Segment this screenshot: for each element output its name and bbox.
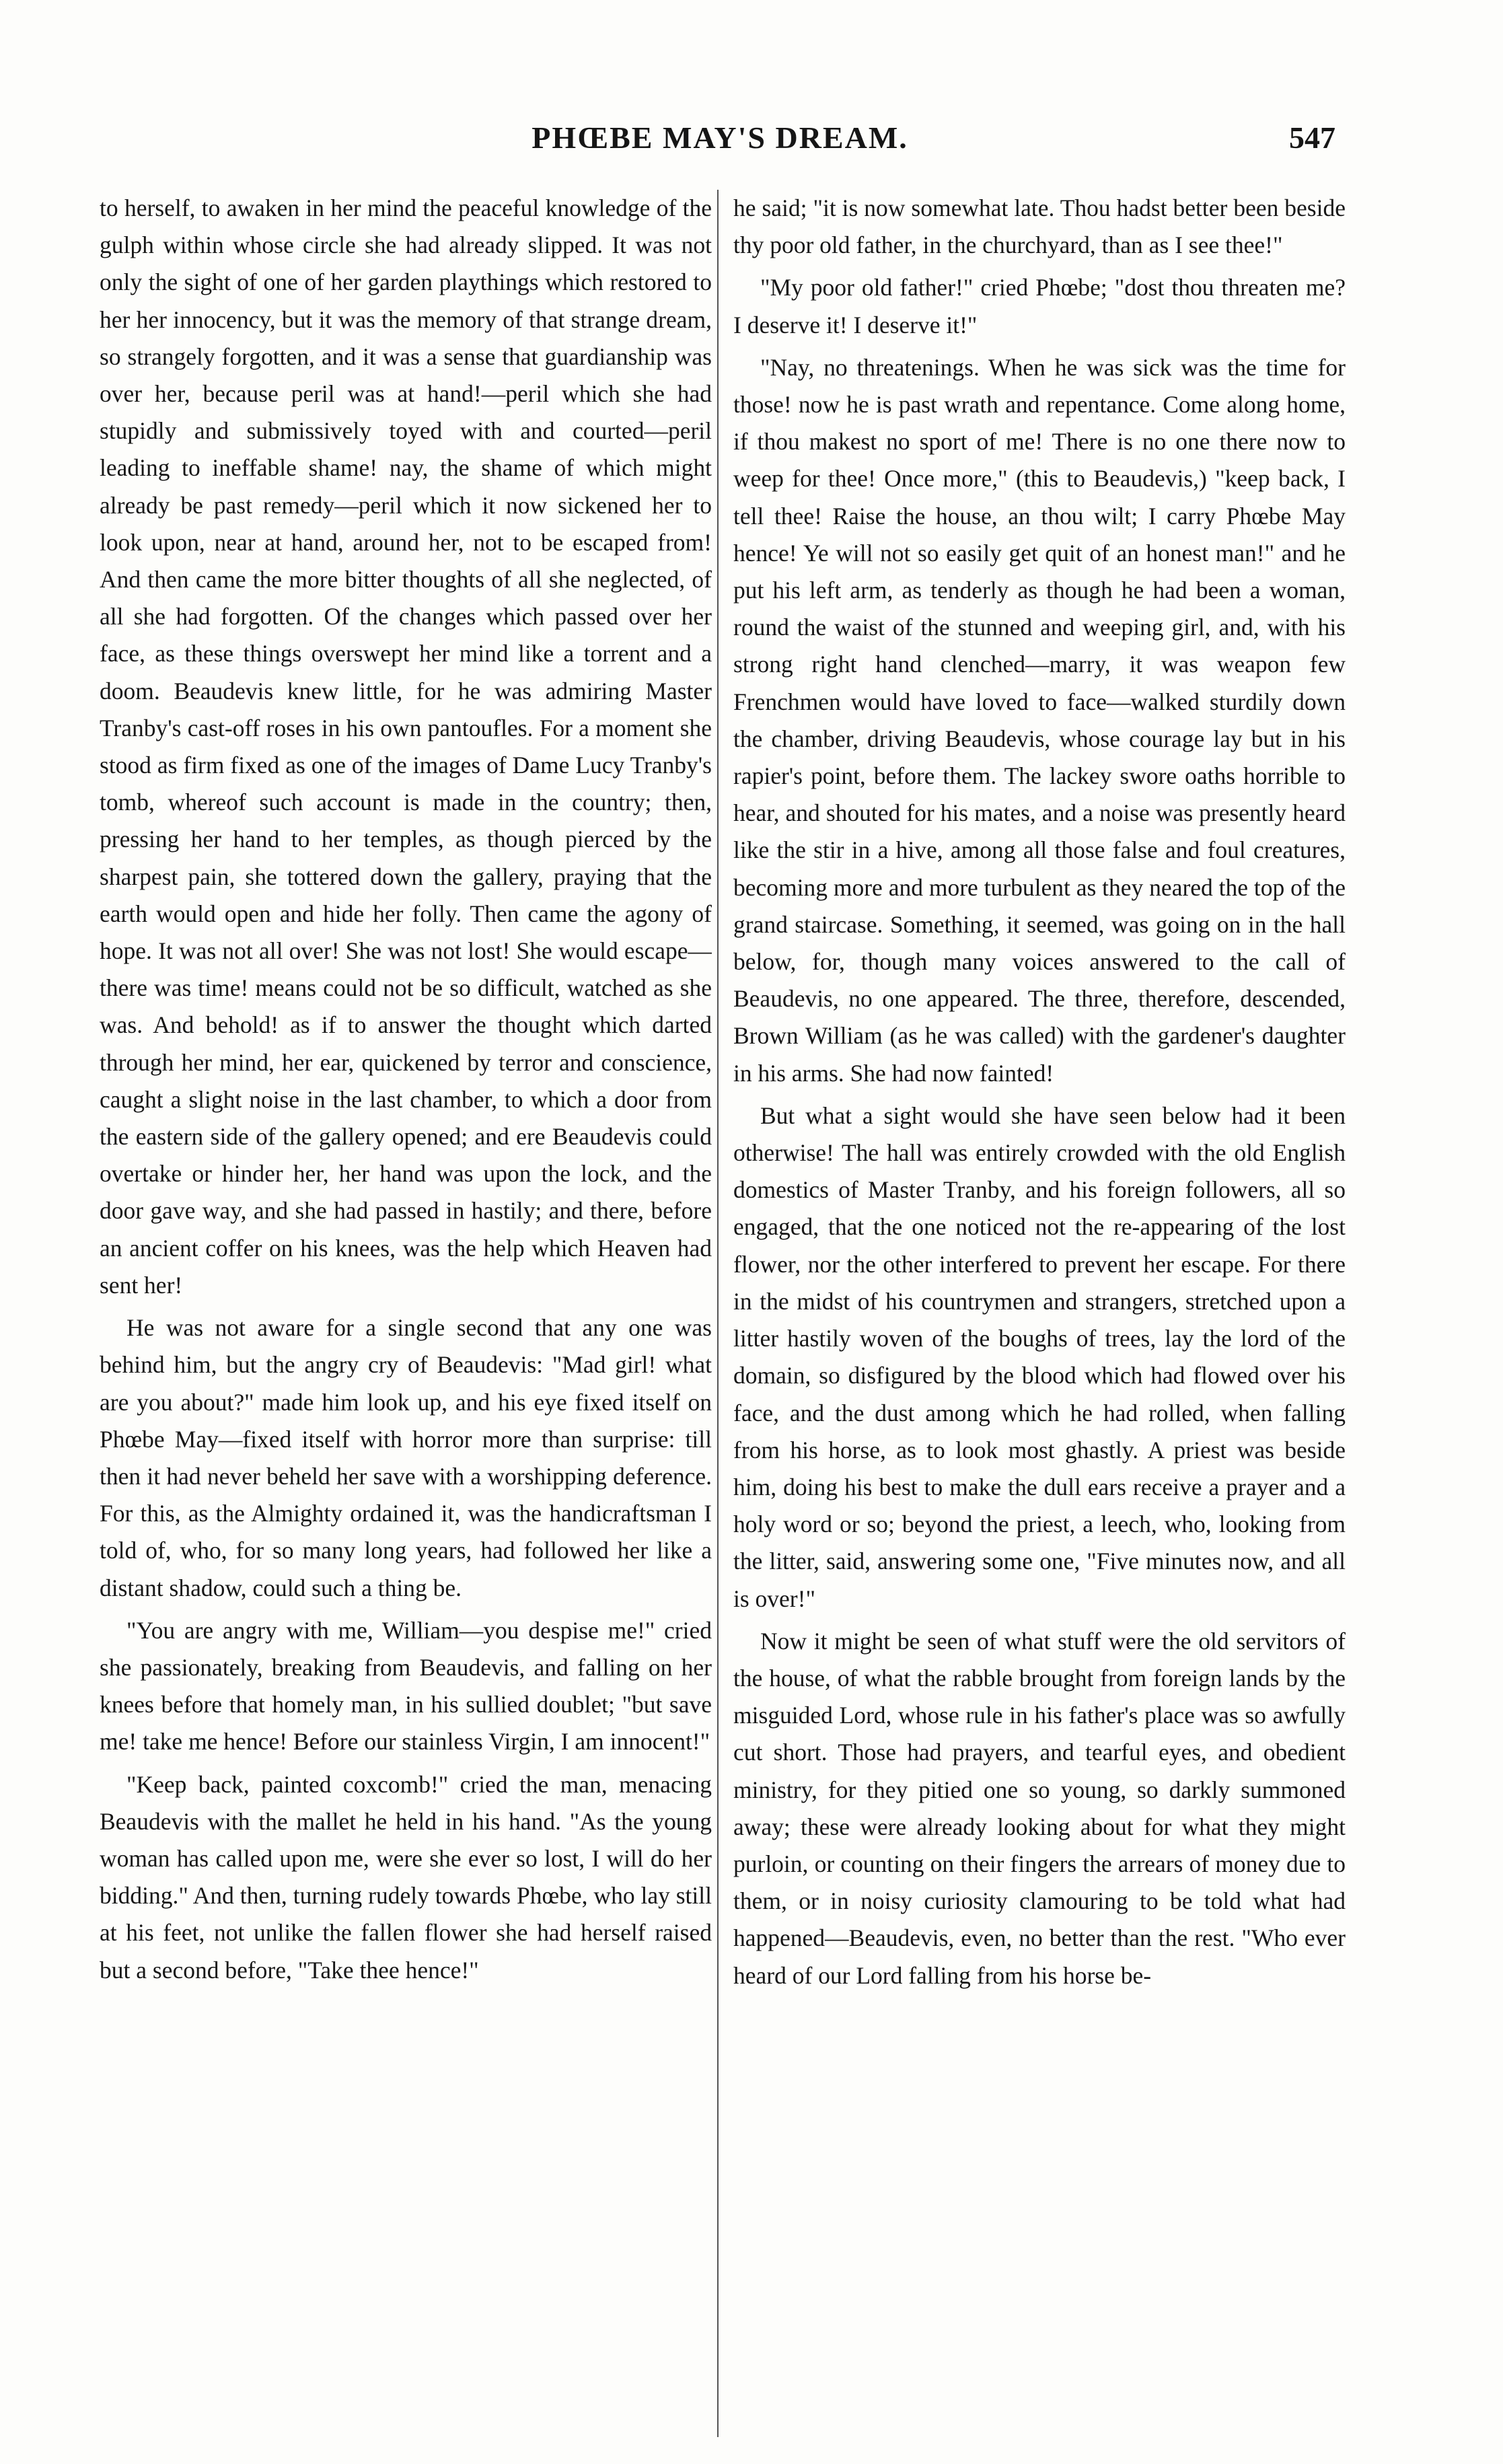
left-paragraph-2: He was not aware for a single second that any one was behind him, but the angry cry of Beaudevis: "Mad girl! what are you about?" made him look up, and his eye fixed itself on Phœbe May—fixed itself with horror more than surprise: till then it had never beheld her save with a worshipping deference. For this, as the Almighty ordained it, was the handicraftsman I told of, who, for so many long years, had followed her like a distant shadow, could such a thing be. — [100, 1314, 712, 1601]
page-header — [104, 118, 1335, 165]
left-column — [100, 190, 712, 2437]
left-paragraph-4: "Keep back, painted coxcomb!" cried the man, menacing Beaudevis with the mallet he held in his hand. "As the young woman has called upon me, were she ever so lost, I will do her bidding." And then, turning rudely towards Phœbe, who lay still at his feet, not unlike the fallen flower she had herself raised but a second before, "Take thee hence!" — [100, 1770, 712, 1984]
right-paragraph-5: Now it might be seen of what stuff were the old servitors of the house, of what the rabble brought from foreign lands by the misguided Lord, whose rule in his father's place was so awfully cut short. Those had prayers, and tearful eyes, and obedient ministry, for they pitied one so young, so darkly summoned away; these were already looking about for what they might purloin, or counting on their fingers the arrears of money due to them, or in noisy curiosity clamouring to be told what had happened—Beaudevis, even, no better than the rest. "Who ever heard of our Lord falling from his horse be- — [733, 1627, 1346, 1989]
left-paragraph-1: to herself, to awaken in her mind the peaceful knowledge of the gulph within whose circle she had already slipped. It was not only the sight of one of her garden playthings which restored to her her innocency, but it was the memory of that strange dream, so strangely forgotten, and it was a sense that guardianship was over her, because peril was at hand!—peril which she had stupidly and submissively toyed with and courted—peril leading to ineffable shame! nay, the shame of which might already be past remedy—peril which it now sickened her to look upon, near at hand, around her, not to be escaped from! And then came the more bitter thoughts of all she neglected, of all she had forgotten. Of the changes which passed over her face, as these things overswept her mind like a torrent and a doom. Beaudevis knew little, for he was admiring Master Tranby's cast-off roses in his own pantoufles. For a moment she stood as firm fixed as one of the images of Dame Lucy Tranby's tomb, whereof such account is made in the country; then, pressing her hand to her temples, as though pierced by the sharpest pain, she tottered down the gallery, praying that the earth would open and hide her folly. Then came the agony of hope. It was not all over! She was not lost! She would escape—there was time! means could not be so difficult, watched as she was. And behold! as if to answer the thought which darted through her mind, her ear, quickened by terror and conscience, caught a slight noise in the last chamber, to which a door from the eastern side of the gallery opened; and ere Beaudevis could overtake or hinder her, her hand was upon the lock, and the door gave way, and she had passed in hastily; and there, before an ancient coffer on his knees, was the help which Heaven had sent her! — [100, 194, 712, 1299]
right-paragraph-4: But what a sight would she have seen below had it been otherwise! The hall was entirely crowded with the old English domestics of Master Tranby, and his foreign followers, all so engaged, that the one noticed not the re-appearing of the lost flower, nor the other interfered to prevent her escape. For there in the midst of his countrymen and strangers, stretched upon a litter hastily woven of the boughs of trees, lay the lord of the domain, so disfigured by the blood which had flowed over his face, and the dust among which he had rolled, when falling from his horse, as to look most ghastly. A priest was beside him, doing his best to make the dull ears receive a prayer and a holy word or so; beyond the priest, a leech, who, looking from the litter, said, answering some one, "Five minutes now, and all is over!" — [733, 1101, 1346, 1612]
right-paragraph-2: "My poor old father!" cried Phœbe; "dost thou threaten me? I deserve it! I deserve it!" — [733, 274, 1346, 338]
left-paragraph-3: "You are angry with me, William—you despise me!" cried she passionately, breaking from Beaudevis, and falling on her knees before that homely man, in his sullied doublet; "but save me! take me hence! Before our stainless Virgin, I am innocent!" — [100, 1616, 712, 1755]
right-paragraph-1: he said; "it is now somewhat late. Thou hadst better been beside thy poor old father, in the churchyard, than as I see thee!" — [733, 194, 1346, 259]
right-paragraph-3: "Nay, no threatenings. When he was sick was the time for those! now he is past wrath and repentance. Come along home, if thou makest no sport of me! There is no one there now to weep for thee! Once more," (this to Beaudevis,) "keep back, I tell thee! Raise the house, an thou wilt; I carry Phœbe May hence! Ye will not so easily get quit of an honest man!" and he put his left arm, as tenderly as though he had been a woman, round the waist of the stunned and weeping girl, and, with his strong right hand clenched—marry, it was weapon few Frenchmen would have loved to face—walked sturdily down the chamber, driving Beaudevis, whose courage lay but in his rapier's point, before them. The lackey swore oaths horrible to hear, and shouted for his mates, and a noise was presently heard like the stir in a hive, among all those false and foul creatures, becoming more and more turbulent as they neared the top of the grand staircase. Something, it seemed, was going on in the hall below, for, though many voices answered to the call of Beaudevis, no one appeared. The three, therefore, descended, Brown William (as he was called) with the gardener's daughter in his arms. She had now fainted! — [733, 353, 1346, 1087]
right-column — [733, 190, 1346, 2437]
running-title: PHŒBE MAY'S DREAM. — [531, 120, 908, 155]
column-divider — [717, 190, 719, 2437]
page-number: 547 — [1289, 120, 1335, 155]
